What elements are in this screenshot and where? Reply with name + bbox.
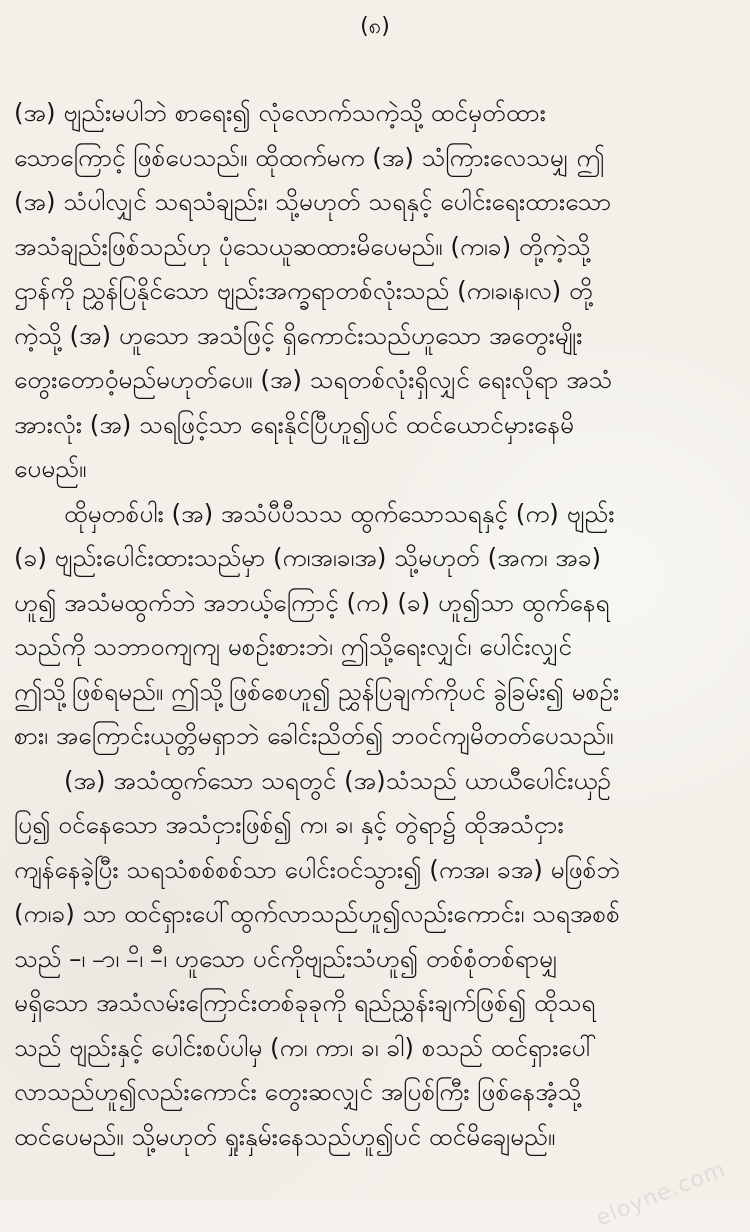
paragraph-line: အားလုံး (အ) သရဖြင့်သာ ရေးနိုင်ပြီဟူ၍ပင် ထင်ယောင်မှားနေမိ [14,409,575,439]
paragraph-line: တွေးတောဝံ့မည်မဟုတ်ပေ။ (အ) သရတစ်လုံးရှိလျှင် ရေးလိုရာ အသံ [14,365,613,394]
paragraph-line: (အ) သံပါလျှင် သရသံချည်း၊ သို့မဟုတ် သရနှင့် ပေါင်းရေးထားသော [14,187,612,216]
paragraph-line: မရှိသော အသံလမ်းကြောင်းတစ်ခုခုကို ရည်ညွှန်းချက်ဖြစ်၍ ထိုသရ [14,988,596,1017]
paragraph-line: (ခ) ဗျည်းပေါင်းထားသည်မှာ (က၊အ၊ခ၊အ) သို့မဟုတ် (အက၊ အခ) [14,543,602,572]
paragraph-line: ပေမည်။ [14,454,87,483]
paragraph-line: အသံချည်းဖြစ်သည်ဟု ပုံသေယူဆထားမိပေမည်။ (က၊ခ) တို့ကဲ့သို့ [14,231,591,261]
paragraph-line: ထင်ပေမည်။ သို့မဟုတ် ရှုးနှမ်းနေသည်ဟူ၍ပင် ထင်မိချေမည်။ [14,1121,556,1151]
page-number: (၈) [360,14,390,39]
paragraph-line: လာသည်ဟူ၍လည်းကောင်း တွေးဆလျှင် အပြစ်ကြီး ဖြစ်နေအံ့သို့ [14,1077,582,1106]
watermark: eloyne.com [593,1156,730,1232]
paragraph-line: ပြ၍ ဝင်နေသော အသံငှားဖြစ်၍ က၊ ခ၊ နှင့် တွဲရာ၌ ထိုအသံငှား [14,810,564,839]
paragraph-line: ကဲ့သို့ (အ) ဟူသော အသံဖြင့် ရှိကောင်းသည်ဟူသော အတွေးမျိုး [14,320,583,350]
body-text [14,91,734,1159]
paragraph-line: သည် –၊ –ာ၊ –ိ၊ –ီ၊ ဟူသော ပင်ကိုဗျည်းသံဟူ၍ တစ်စုံတစ်ရာမျှ [14,943,558,973]
paragraph-line: စား၊ အကြောင်းယုတ္တိမရှာဘဲ ခေါင်းညိတ်၍ ဘဝင်ကျမိတတ်ပေသည်။ [14,721,614,750]
paragraph-3 [14,759,734,1160]
paragraph-1 [14,91,734,492]
paragraph-2 [14,492,734,759]
paragraph-line: သည်ကို သဘာဝကျကျ မစဉ်းစားဘဲ၊ ဤသို့ရေးလျှင်၊ ပေါင်းလျှင် [14,632,572,661]
paragraph-line: ဤသို့ဖြစ်ရမည်။ ဤသို့ဖြစ်စေဟူ၍ ညွှန်ပြချက်ကိုပင် ခွဲခြမ်း၍ မစဉ်း [14,676,620,706]
paragraph-line: ဌာန်ကို ညွှန်ပြနိုင်သော ဗျည်းအက္ခရာတစ်လုံးသည် (က၊ခ၊န၊လ) တို့ [14,276,593,305]
paragraph-line: (အ) ဗျည်းမပါဘဲ စာရေး၍ လုံလောက်သကဲ့သို့ ထင်မှတ်ထား [14,98,546,127]
paragraph-line: ဟူ၍ အသံမထွက်ဘဲ အဘယ့်ကြောင့် (က) (ခ) ဟူ၍သာ ထွက်နေရ [14,587,610,617]
paragraph-line: (က၊ခ) သာ ထင်ရှားပေါ်ထွက်လာသည်ဟူ၍လည်းကောင်း၊ သရအစစ် [14,899,620,928]
paragraph-line: ကျန်နေခဲ့ပြီး သရသံစစ်စစ်သာ ပေါင်းဝင်သွား၍ (ကအ၊ ခအ) မဖြစ်ဘဲ [14,854,621,884]
paragraph-line: ထိုမှတစ်ပါး (အ) အသံပီပီသသ ထွက်သောသရနှင့် (က) ဗျည်း [64,498,615,528]
paragraph-line: (အ) အသံထွက်သော သရတွင် (အ)သံသည် ယာယီပေါင်းယှဉ် [64,765,611,795]
paragraph-line: သည် ဗျည်းနှင့် ပေါင်းစပ်ပါမှ (က၊ ကာ၊ ခ၊ ခါ) စသည် ထင်ရှားပေါ် [14,1032,597,1062]
paragraph-line: သောကြောင့် ဖြစ်ပေသည်။ ထိုထက်မက (အ) သံကြားလေသမျှ ဤ [14,142,605,172]
